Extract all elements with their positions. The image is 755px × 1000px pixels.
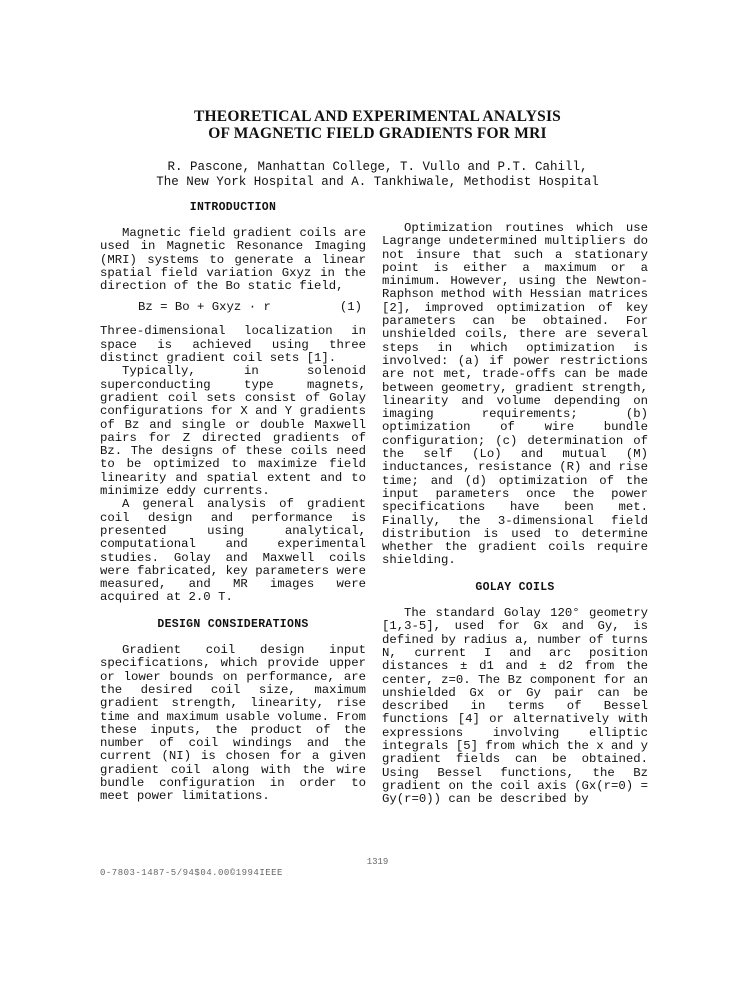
equation-1-number: (1): [339, 300, 362, 315]
author-line-2: The New York Hospital and A. Tankhiwale, Methodist Hospital: [156, 175, 599, 189]
left-column: [100, 227, 366, 804]
heading-design-considerations: DESIGN CONSIDERATIONS: [157, 617, 309, 631]
golay-paragraph-1: The standard Golay 120° geometry [1,3-5], used for Gx and Gy, is defined by radius a, number of turns N, current I and arc position distances ± d1 and ± d2 from the center, z=0. The Bz component for an unshielded Gx or Gy pair can be described in terms of Bessel functions [4] or alternatively with expressions involving elliptic integrals [5] from which the x and y gradient fields can be obtained. Using Bessel functions, the Bz gradient on the coil axis (Gx(r=0) = Gy(r=0)) can be described by: [382, 606, 648, 807]
heading-golay-coils: GOLAY COILS: [475, 580, 555, 594]
introduction-paragraph-3: Typically, in solenoid superconducting type magnets, gradient coil sets consist of Golay configurations for X and Y gradients of Bz and single or double Maxwell pairs for Z directed gradients of Bz. The designs of these coils need to be optimized to maximize field linearity and spatial extent and to minimize eddy currents.: [100, 364, 366, 499]
introduction-paragraph-2: Three-dimensional localization in space is achieved using three distinct gradient coil sets [1].: [100, 324, 366, 366]
equation-1: [100, 301, 366, 317]
author-line-1: R. Pascone, Manhattan College, T. Vullo and P.T. Cahill,: [167, 160, 588, 174]
page-number: 1319: [366, 857, 389, 867]
design-paragraph-1: Gradient coil design input specifications, which provide upper or lower bounds on performance, are the desired coil size, maximum gradient strength, linearity, rise time and maximum usable volume. From these inputs, the product of the number of coil windings and the current (NI) is chosen for a given gradient coil along with the wire bundle configuration in order to meet power limitations.: [100, 643, 366, 804]
right-column: [382, 222, 648, 806]
introduction-paragraph-1: Magnetic field gradient coils are used in Magnetic Resonance Imaging (MRI) systems to generate a linear spatial field variation Gxyz in the direction of the Bo static field,: [100, 226, 366, 294]
heading-introduction: INTRODUCTION: [189, 201, 277, 214]
introduction-paragraph-4: A general analysis of gradient coil design and performance is presented using analytical, computational and experimental studies. Golay and Maxwell coils were fabricated, key parameters were measured, and MR images were acquired at 2.0 T.: [100, 497, 366, 605]
paper-title-line-1: THEORETICAL AND EXPERIMENTAL ANALYSIS: [193, 108, 561, 125]
paper-title-line-2: OF MAGNETIC FIELD GRADIENTS FOR MRI: [208, 125, 547, 142]
equation-1-body: Bz = Bo + Gxyz · r: [138, 300, 271, 315]
optimization-paragraph-1: Optimization routines which use Lagrange undetermined multipliers do not insure that such a stationary point is either a maximum or a minimum. However, using the Newton-Raphson method with Hessian matrices [2], improved optimization of key parameters can be obtained. For unshielded coils, there are several steps in which optimization is involved: (a) if power restrictions are not met, trade-offs can be made between geometry, gradient strength, linearity and volume depending on imaging requirements; (b) optimization of wire bundle configuration; (c) determination of the self (Lo) and mutual (M) inductances, resistance (R) and rise time; and (d) optimization of the input parameters once the power specifications have been met. Finally, the 3-dimensional field distribution is used to determine whether the gradient coils require shielding.: [382, 221, 648, 568]
copyright-code: 0-7803-1487-5/94$04.00©1994IEEE: [100, 868, 283, 878]
